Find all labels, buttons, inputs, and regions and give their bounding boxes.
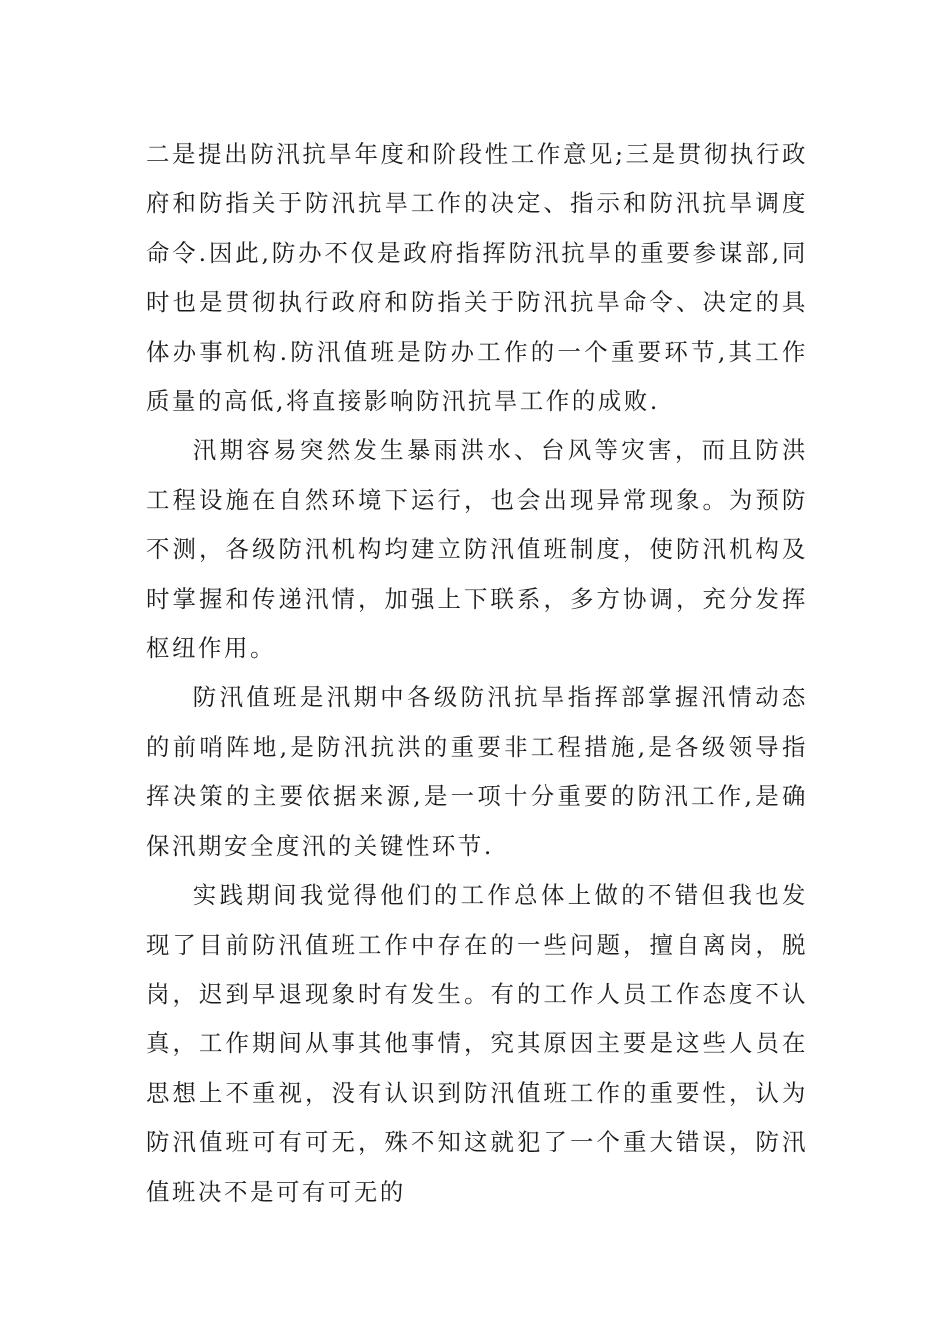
paragraph-2: 汛期容易突然发生暴雨洪水、台风等灾害，而且防洪工程设施在自然环境下运行，也会出现异常现象。为预防不测，各级防汛机构均建立防汛值班制度，使防汛机构及时掌握和传递汛情，加强上下联系，多方协调，充分发挥枢纽作用。 xyxy=(146,436,808,663)
document-body xyxy=(146,130,808,1217)
paragraph-4: 实践期间我觉得他们的工作总体上做的不错但我也发现了目前防汛值班工作中存在的一些问题，擅自离岗，脱岗，迟到早退现象时有发生。有的工作人员工作态度不认真，工作期间从事其他事情，究其原因主要是这些人员在思想上不重视，没有认识到防汛值班工作的重要性，认为防汛值班可有可无，殊不知这就犯了一个重大错误，防汛值班决不是可有可无的 xyxy=(146,881,808,1206)
paragraph-1: 二是提出防汛抗旱年度和阶段性工作意见;三是贯彻执行政府和防指关于防汛抗旱工作的决定、指示和防汛抗旱调度命令.因此,防办不仅是政府指挥防汛抗旱的重要参谋部,同时也是贯彻执行政府和防指关于防汛抗旱命令、决定的具体办事机构.防汛值班是防办工作的一个重要环节,其工作质量的高低,将直接影响防汛抗旱工作的成败. xyxy=(146,140,808,416)
paragraph-3: 防汛值班是汛期中各级防汛抗旱指挥部掌握汛情动态的前哨阵地,是防汛抗洪的重要非工程措施,是各级领导指挥决策的主要依据来源,是一项十分重要的防汛工作,是确保汛期安全度汛的关键性环节. xyxy=(146,683,808,860)
